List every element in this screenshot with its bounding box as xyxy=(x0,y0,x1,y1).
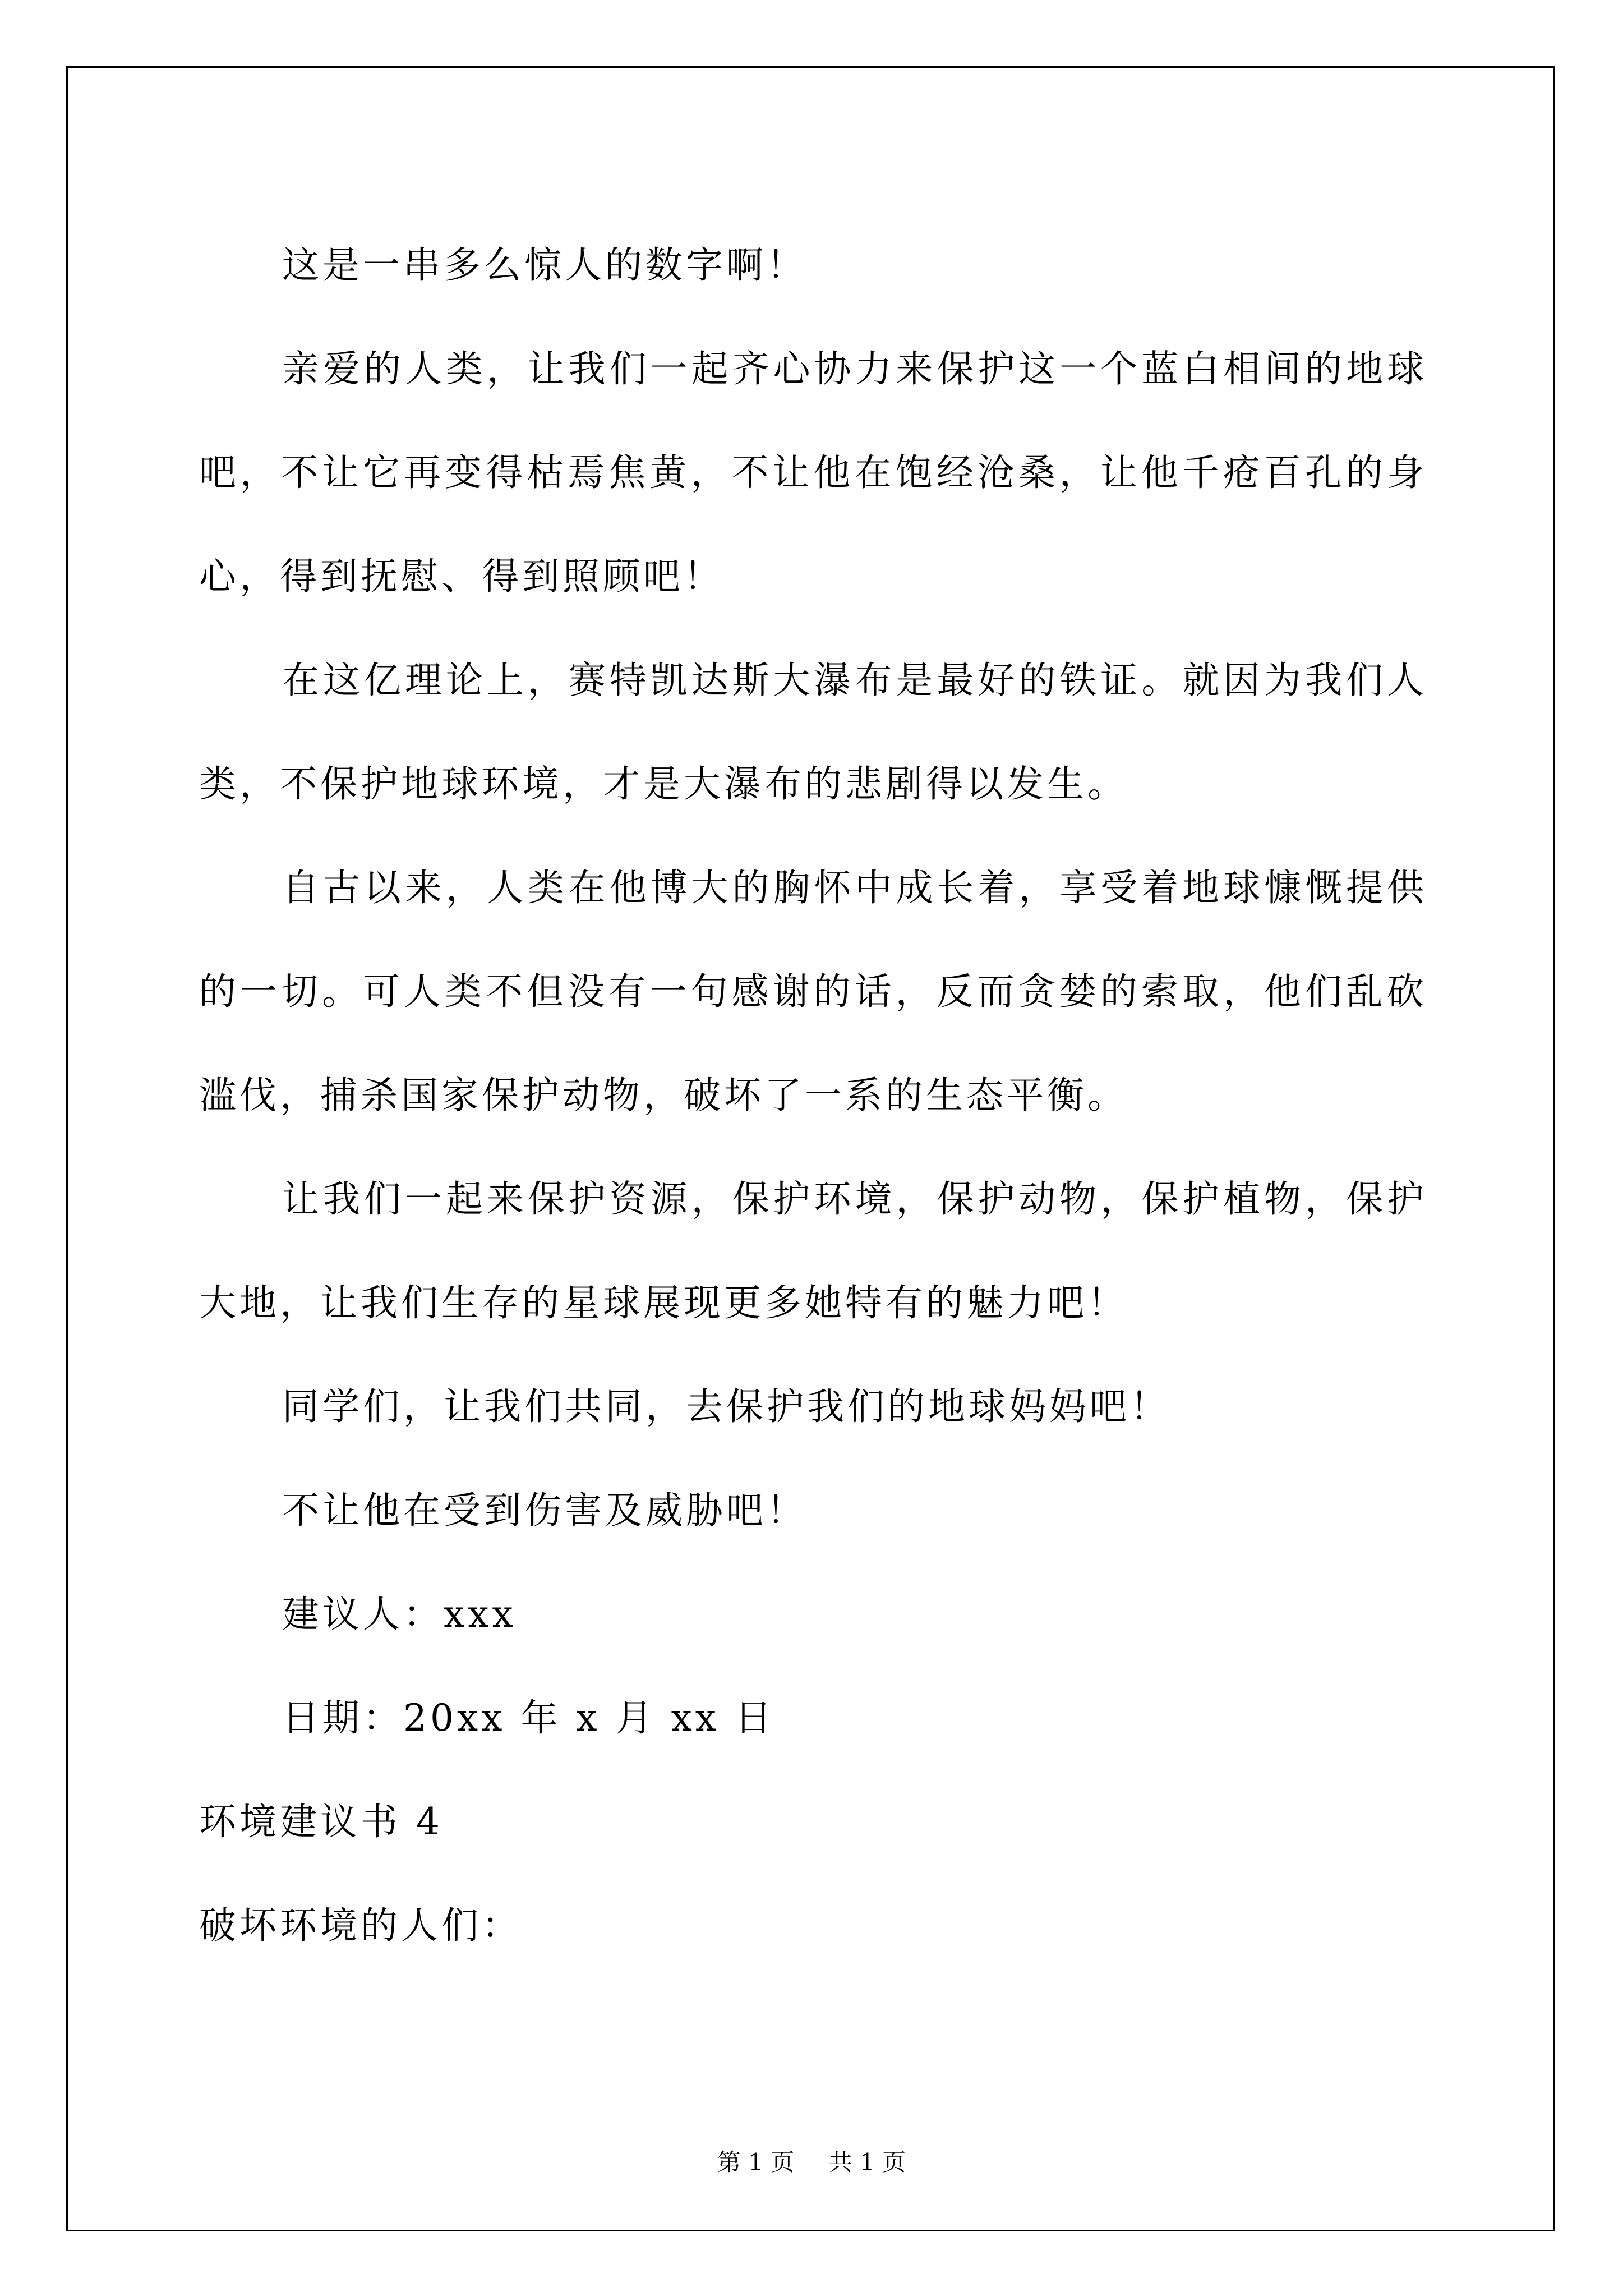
paragraph: 让我们一起来保护资源，保护环境，保护动物，保护植物，保护大地，让我们生存的星球展现更多她特有的魅力吧！ xyxy=(199,1177,1427,1324)
section-heading: 环境建议书 4 xyxy=(199,1800,443,1843)
paragraph: 自古以来，人类在他博大的胸怀中成长着，享受着地球慷慨提供的一切。可人类不但没有一句感谢的话，反而贪婪的索取，他们乱砍滥伐，捕杀国家保护动物，破坏了一系的生态平衡。 xyxy=(199,866,1427,1117)
paragraph: 不让他在受到伤害及威胁吧！ xyxy=(282,1489,807,1532)
salutation: 破坏环境的人们： xyxy=(199,1904,522,1947)
paragraph: 这是一串多么惊人的数字啊！ xyxy=(282,243,807,287)
paragraph: 在这亿理论上，赛特凯达斯大瀑布是最好的铁证。就因为我们人类，不保护地球环境，才是大瀑布的悲剧得以发生。 xyxy=(199,659,1427,806)
date-line: 日期：20xx 年 x 月 xx 日 xyxy=(282,1696,775,1740)
page-number: 第 1 页 xyxy=(717,2148,795,2176)
page-total: 共 1 页 xyxy=(828,2148,906,2176)
document-body xyxy=(199,213,1427,1977)
paragraph: 同学们，让我们共同，去保护我们的地球妈妈吧！ xyxy=(282,1385,1170,1428)
paragraph: 亲爱的人类，让我们一起齐心协力来保护这一个蓝白相间的地球吧，不让它再变得枯焉焦黄，不让他在饱经沧桑，让他千疮百孔的身心，得到抚慰、得到照顾吧！ xyxy=(199,347,1427,598)
signature-line: 建议人：xxx xyxy=(282,1593,517,1636)
page-footer xyxy=(0,2146,1623,2179)
